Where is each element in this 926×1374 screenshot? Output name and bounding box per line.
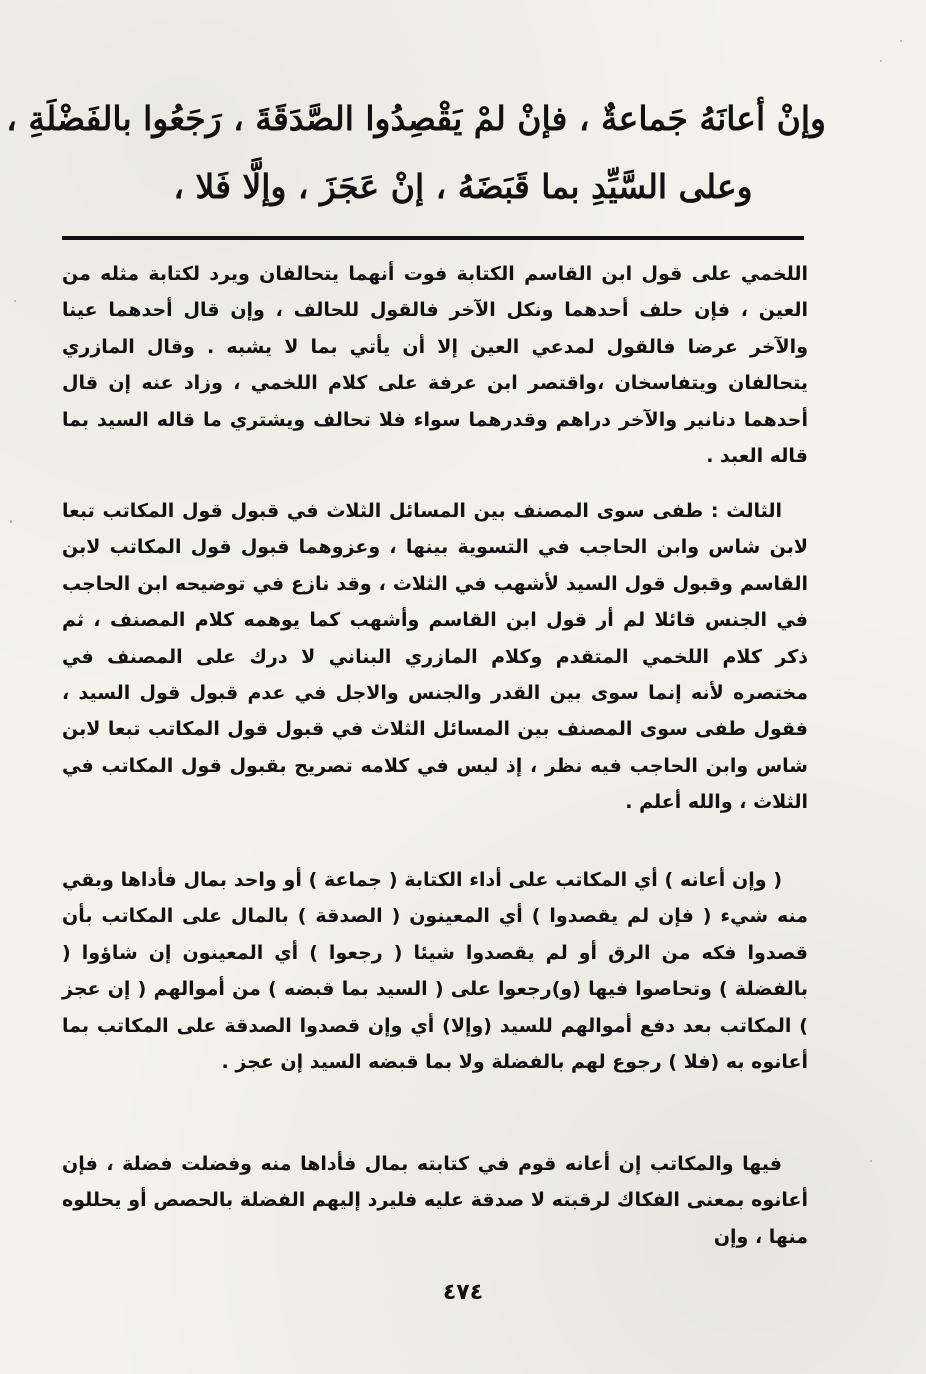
scan-speck [900, 40, 902, 42]
scan-speck [880, 60, 882, 62]
scan-speck [870, 1160, 872, 1162]
commentary-paragraph-4 [62, 1146, 808, 1255]
commentary-paragraph-1 [62, 256, 808, 474]
paragraph-text: اللخمي على قول ابن القاسم الكتابة فوت أنهما يتحالفان ويرد لكتابة مثله من العين ، فإن حلف أحدهما ونكل الآخر فالقول للحالف ، وإن قال أحدهما عينا والآخر عرضا فالقول لمدعي العين إلا أن يأتي بما لا يشبه . وقال المازري يتحالفان ويتفاسخان ،واقتصر ابن عرفة على كلام اللخمي ، وزاد عنه إن قال أحدهما دنانير والآخر دراهم وقدرهما سواء فلا تحالف ويشتري ما قاله السيد بما قاله العبد . [62, 263, 808, 468]
separator-rule [62, 236, 804, 240]
paragraph-text: فيها والمكاتب إن أعانه قوم في كتابته بمال فأداها منه وفضلت فضلة ، فإن أعانوه بمعنى الفكاك لرقبته لا صدقة عليه فليرد إليهم الفضلة بالحصص أو يحللوه منها ، وإن [62, 1153, 808, 1248]
scan-speck [10, 520, 12, 523]
commentary-paragraph-3 [62, 862, 808, 1080]
verse-line-2: وعلى السَّيِّدِ بما قَبَضَهُ ، إنْ عَجَزَ ، وإلَّا فَلا ، [173, 167, 753, 206]
paragraph-text: ( وإن أعانه ) أي المكاتب على أداء الكتابة ( جماعة ) أو واحد بمال فأداها وبقي منه شيء ( فإن لم يقصدوا ) أي المعينون ( الصدقة ) بالمال على المكاتب بأن قصدوا فكه من الرق أو لم يقصدوا شيئا ( رجعوا ) أي المعينون إن شاؤوا ( بالفضلة ) وتحاصوا فيها (و)رجعوا على ( السيد بما قبضه ) من أموالهم ( إن عجز ) المكاتب بعد دفع أموالهم للسيد (وإلا) أي وإن قصدوا الصدقة على المكاتب بما أعانوه به (فلا ) رجوع لهم بالفضلة ولا بما قبضه السيد إن عجز . [62, 869, 808, 1074]
verse-line-1: وإنْ أعانَهُ جَماعةٌ ، فإنْ لمْ يَقْصِدُوا الصَّدَقَةَ ، رَجَعُوا بالفَضْلَةِ ، [6, 99, 826, 138]
page-number: ٤٧٤ [442, 1280, 484, 1305]
commentary-paragraph-2 [62, 493, 808, 821]
paragraph-text: الثالث : طفى سوى المصنف بين المسائل الثلاث في قبول قول المكاتب تبعا لابن شاس وابن الحاجب في التسوية بينها ، وعزوهما قبول قول المكاتب لابن القاسم وقبول قول السيد لأشهب في الثلاث ، وقد نازع في توضيحه ابن الحاجب في الجنس قائلا لم أر قول ابن القاسم وأشهب كما يوهمه كلام المصنف ، ثم ذكر كلام اللخمي المتقدم وكلام المازري البناني لا درك على المصنف في مختصره لأنه إنما سوى بين القدر والجنس والاجل في عدم قبول قول السيد ، فقول طفى سوى المصنف بين المسائل الثلاث في قبول قول المكاتب تبعا لابن شاس وابن الحاجب فيه نظر ، إذ ليس في كلامه تصريح بقبول قول المكاتب في الثلاث ، والله أعلم . [62, 500, 808, 814]
scan-speck [14, 300, 16, 302]
